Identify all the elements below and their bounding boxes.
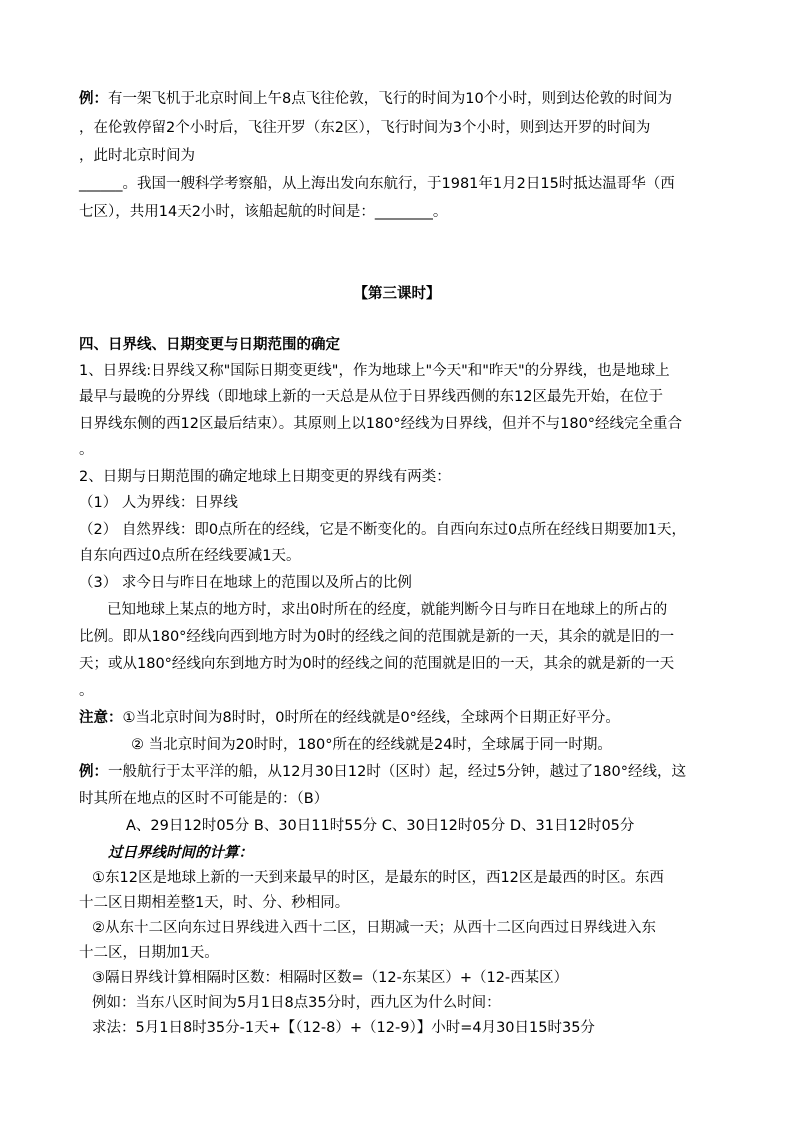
- p1-line2: 最早与最晚的分界线（即地球上新的一天总是从位于日界线西侧的东12区最先开始，在位于: [79, 389, 663, 405]
- item2-line1: （2） 自然界线：即0点所在的经线，它是不断变化的。自西向东过0点所在经线日期要加1天，: [79, 522, 687, 538]
- p1-line4: 。: [79, 442, 94, 458]
- calc-heading: 过日界线时间的计算：: [108, 845, 253, 861]
- lesson-title: 【第三课时】: [353, 286, 441, 302]
- p3-line1: 已知地球上某点的地方时，求出0时所在的经度，就能判断今日与昨日在地球上的所占的: [107, 602, 668, 618]
- calc-example2: 求法：5月1日8时35分-1天+【（12-8）+（12-9）】小时=4月30日15时35分: [92, 1020, 595, 1036]
- p2-line: 2、日期与日期范围的确定地球上日期变更的界线有两类：: [79, 469, 451, 485]
- example2-line1: [79, 762, 686, 782]
- example2-options: A、29日12时05分 B、30日11时55分 C、30日12时05分 D、31日12时05分: [126, 818, 635, 834]
- note-line2: ② 当北京时间为20时时，180°所在的经线就是24时，全球属于同一时期。: [131, 737, 612, 753]
- calc2-line1: ②从东十二区向东过日界线进入西十二区，日期减一天；从西十二区向西过日界线进入东: [92, 920, 656, 936]
- p3-line2: 比例。即从180°经线向西到地方时为0时的经线之间的范围就是新的一天，其余的就是旧的一: [79, 629, 675, 645]
- example1-line1: [79, 89, 672, 109]
- section-heading: 四、日界线、日期变更与日期范围的确定: [79, 337, 340, 353]
- example2-label: 例：: [79, 764, 108, 780]
- calc-example1: 例如：当东八区时间为5月1日8点35分时，西九区为什么时间：: [92, 995, 501, 1011]
- p3-line4: 。: [79, 683, 94, 699]
- example1-line2: ，在伦敦停留2个小时后，飞往开罗（东2区），飞行时间为3个小时，则到达开罗的时间为: [79, 120, 651, 136]
- item2-line2: 自东向西过0点所在经线要减1天。: [79, 548, 301, 564]
- example-text: 有一架飞机于北京时间上午8点飞往伦敦，飞行的时间为10个小时，则到达伦敦的时间为: [108, 91, 673, 107]
- example1-line3: ，此时北京时间为: [79, 148, 195, 164]
- calc2-line2: 十二区，日期加1天。: [79, 945, 219, 961]
- example1-line4: ______。我国一艘科学考察船，从上海出发向东航行，于1981年1月2日15时抵达温哥华（西: [79, 176, 675, 192]
- p3-line3: 天；或从180°经线向东到地方时为0时的经线之间的范围就是旧的一天，其余的就是新的一天: [79, 656, 675, 672]
- item3: （3） 求今日与昨日在地球上的范围以及所占的比例: [79, 575, 412, 591]
- example2-text: 一般航行于太平洋的船，从12月30日12时（区时）起，经过5分钟，越过了180°经线，这: [108, 764, 687, 780]
- calc1-line2: 十二区日期相差整1天，时、分、秒相同。: [79, 895, 350, 911]
- note-line1: [79, 708, 620, 728]
- item1: （1） 人为界线：日界线: [79, 495, 238, 511]
- p1-line3: 日界线东侧的西12区最后结束）。其原则上以180°经线为日界线，但并不与180°经线完全重合: [79, 416, 683, 432]
- example2-line2: 时其所在地点的区时不可能是的：（B）: [79, 791, 329, 807]
- note-label: 注意：: [79, 710, 123, 726]
- p1-line1: 1、日界线:日界线又称"国际日期变更线"，作为地球上"今天"和"昨天"的分界线，也是地球上: [79, 363, 670, 379]
- calc3: ③隔日界线计算相隔时区数：相隔时区数=（12-东某区）+（12-西某区）: [92, 970, 569, 986]
- example1-line5: 七区），共用14天2小时，该船起航的时间是：________。: [79, 204, 448, 220]
- example-label: 例：: [79, 91, 108, 107]
- calc1-line1: ①东12区是地球上新的一天到来最早的时区，是最东的时区，西12区是最西的时区。东西: [92, 870, 664, 886]
- note-text1: ①当北京时间为8时时，0时所在的经线就是0°经线，全球两个日期正好平分。: [122, 710, 620, 726]
